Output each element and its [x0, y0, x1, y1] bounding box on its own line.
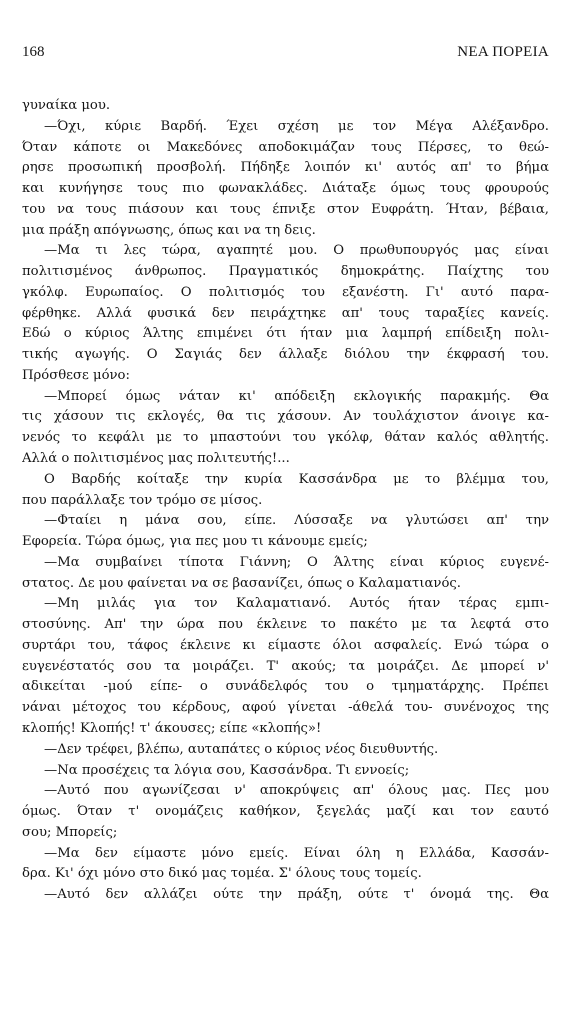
text-line: ευγενέστατός σου τα μοιράζει. Τ' ακούς; τα μοιράζει. Δε μπορεί ν': [22, 658, 549, 674]
page-number: 168: [22, 44, 45, 60]
text-line: ρησε προσωπική προσβολή. Πήδηξε λοιπόν κι' αυτός απ' το βήμα: [22, 160, 549, 176]
text-line: δρα. Κι' όχι μόνο στο δικό μας τομέα. Σ' όλους τους τομείς.: [22, 866, 422, 882]
text-line: —Αυτό που αγωνίζεσαι ν' αποκρύψεις απ' όλους μας. Πες μου: [44, 783, 549, 799]
text-line: νάναι μέτοχος του κέρδους, αφού γίνεται -άθελά του- συνένοχος της: [22, 700, 549, 716]
text-line: Εφορεία. Τώρα όμως, για πες μου τι κάνουμε εμείς;: [22, 534, 368, 550]
text-line: —Μα συμβαίνει τίποτα Γιάννη; Ο Άλτης είναι κύριος ευγενέ-: [44, 554, 549, 570]
text-line: Εδώ ο κύριος Άλτης επιμένει ότι ήταν μια λαμπρή επίδειξη πολι-: [22, 326, 549, 342]
text-line: μια πράξη απόγνωσης, όπως και να τη δεις.: [22, 222, 316, 238]
text-line: τικής αγωγής. Ο Σαγιάς δεν άλλαξε διόλου την έκφρασή του.: [22, 347, 549, 363]
text-line: συρτάρι του, τάφος έκλεινε κι είμαστε όλοι ασφαλείς. Ενώ τώρα ο: [22, 637, 549, 653]
text-line: φέρθηκε. Αλλά φυσικά δεν πειράχτηκε απ' τους ταραξίες κανείς.: [22, 305, 549, 321]
text-line: —Φταίει η μάνα σου, είπε. Λύσσαξε να γλυτώσει απ' την: [44, 513, 549, 529]
text-line: τις χάσουν τις εκλογές, θα τις χάσουν. Αν τουλάχιστον άνοιγε κα-: [22, 409, 549, 425]
text-line: στατος. Δε μου φαίνεται να σε βασανίζει, όπως ο Καλαματιανός.: [22, 575, 461, 591]
text-line: —Μπορεί όμως νάταν κι' απόδειξη εκλογικής παρακμής. Θα: [44, 388, 549, 404]
text-line: γυναίκα μου.: [22, 98, 111, 113]
text-line: αδικείται -μού είπε- ο συνάδελφός του ο τμηματάρχης. Πρέπει: [22, 679, 549, 695]
text-line: στοσύνης. Απ' την ώρα που έκλεινε το πακέτο με τα λεφτά στο: [22, 617, 549, 633]
text-line: πολιτισμένος άνθρωπος. Πραγματικός δημοκράτης. Παίχτης του: [22, 264, 549, 280]
text-line: —Να προσέχεις τα λόγια σου, Κασσάνδρα. Τι εννοείς;: [44, 762, 410, 778]
page-header: [22, 44, 549, 64]
text-line: σου; Μπορείς;: [22, 824, 118, 840]
text-line: του να τους πιάσουν και τους έπνιξε στον Ευφράτη. Ήταν, βέβαια,: [22, 201, 549, 217]
text-line: και κυνήγησε τους πιο φωνακλάδες. Διάταξε όμως τους φρουρούς: [22, 181, 549, 197]
text-line: —Δεν τρέφει, βλέπω, αυταπάτες ο κύριος νέος διευθυντής.: [44, 741, 439, 757]
text-line: —Όχι, κύριε Βαρδή. Έχει σχέση με τον Μέγα Αλέξανδρο.: [44, 118, 549, 134]
text-line: νενός το κεφάλι με το μπαστούνι του γκόλφ, θάταν καλός αθλητής.: [22, 430, 549, 446]
text-line: Ο Βαρδής κοίταξε την κυρία Κασσάνδρα με το βλέμμα του,: [44, 471, 549, 487]
text-line: όμως. Όταν τ' ονομάζεις καθήκον, ξεγελάς μαζί και τον εαυτό: [22, 804, 549, 820]
running-title: ΝΕΑ ΠΟΡΕΙΑ: [457, 44, 549, 60]
body-text: [22, 96, 549, 906]
text-line: Αλλά ο πολιτισμένος μας πολιτευτής!...: [22, 451, 290, 467]
text-line: γκόλφ. Ευρωπαίος. Ο πολιτισμός του εξανέστη. Γι' αυτό παρα-: [22, 284, 549, 300]
text-line: —Αυτό δεν αλλάζει ούτε την πράξη, ούτε τ' όνομά της. Θα: [44, 887, 549, 903]
text-line: Πρόσθεσε μόνο:: [22, 367, 130, 383]
text-line: Όταν κάποτε οι Μακεδόνες αποδοκιμάζαν τους Πέρσες, το θεώ-: [22, 139, 549, 155]
text-line: —Μα τι λες τώρα, αγαπητέ μου. Ο πρωθυπουργός μας είναι: [44, 243, 549, 259]
text-line: που παράλλαξε τον τρόμο σε μίσος.: [22, 492, 263, 508]
text-line: —Μα δεν είμαστε μόνο εμείς. Είναι όλη η Ελλάδα, Κασσάν-: [44, 845, 549, 861]
text-line: —Μη μιλάς για τον Καλαματιανό. Αυτός ήταν τέρας εμπι-: [44, 596, 549, 612]
text-line: κλοπής! Κλοπής! τ' άκουσες; είπε «κλοπής»!: [22, 720, 322, 736]
